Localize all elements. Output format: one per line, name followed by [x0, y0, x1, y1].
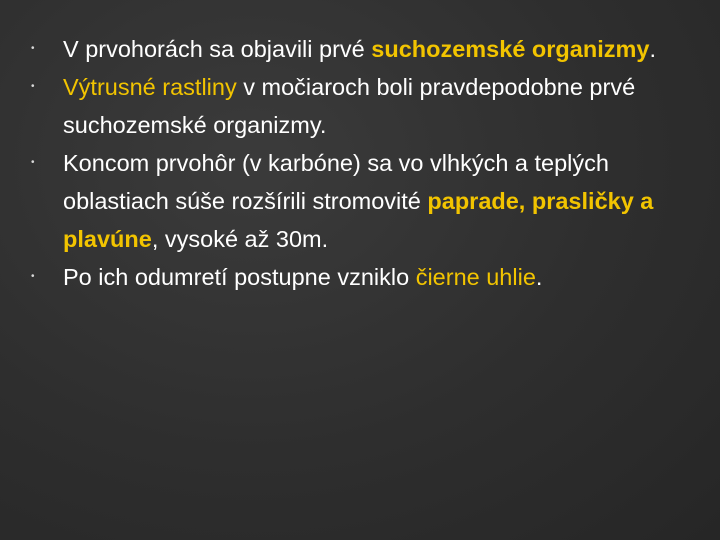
bullet-2-highlight-spore-plants: Výtrusné rastliny: [63, 74, 237, 100]
bullet-list: [30, 30, 700, 296]
bullet-2-text: v močiaroch boli pravdepodobne prvé suchozemské organizmy.: [63, 74, 636, 138]
bullet-4-highlight-black-coal: čierne uhlie: [415, 264, 536, 290]
bullet-3-highlight-ferns-horsetails-clubmosses: paprade, prasličky a plavúne: [63, 188, 654, 252]
bullet-4-text-start: Po ich odumretí postupne vzniklo: [63, 264, 416, 290]
bullet-item-1: [30, 30, 700, 68]
bullet-1-text-start: V prvohorách sa objavili prvé: [63, 36, 372, 62]
bullet-dot-icon: •: [31, 271, 35, 282]
bullet-dot-icon: •: [31, 81, 35, 92]
bullet-item-4: [30, 258, 700, 296]
bullet-1-text-end: .: [649, 36, 656, 62]
bullet-item-2: [30, 68, 700, 144]
bullet-4-text-end: .: [535, 264, 543, 290]
bullet-3-text-start: Koncom prvohôr (v karbóne) sa vo vlhkých a teplých oblastiach súše rozšírili stromovité: [63, 150, 609, 214]
bullet-3-text-end: , vysoké až 30m.: [151, 226, 329, 252]
bullet-item-3: [30, 144, 700, 258]
bullet-dot-icon: •: [31, 157, 35, 168]
bullet-1-highlight-terrestrial-organisms: suchozemské organizmy: [371, 36, 650, 62]
bullet-dot-icon: •: [31, 43, 35, 54]
